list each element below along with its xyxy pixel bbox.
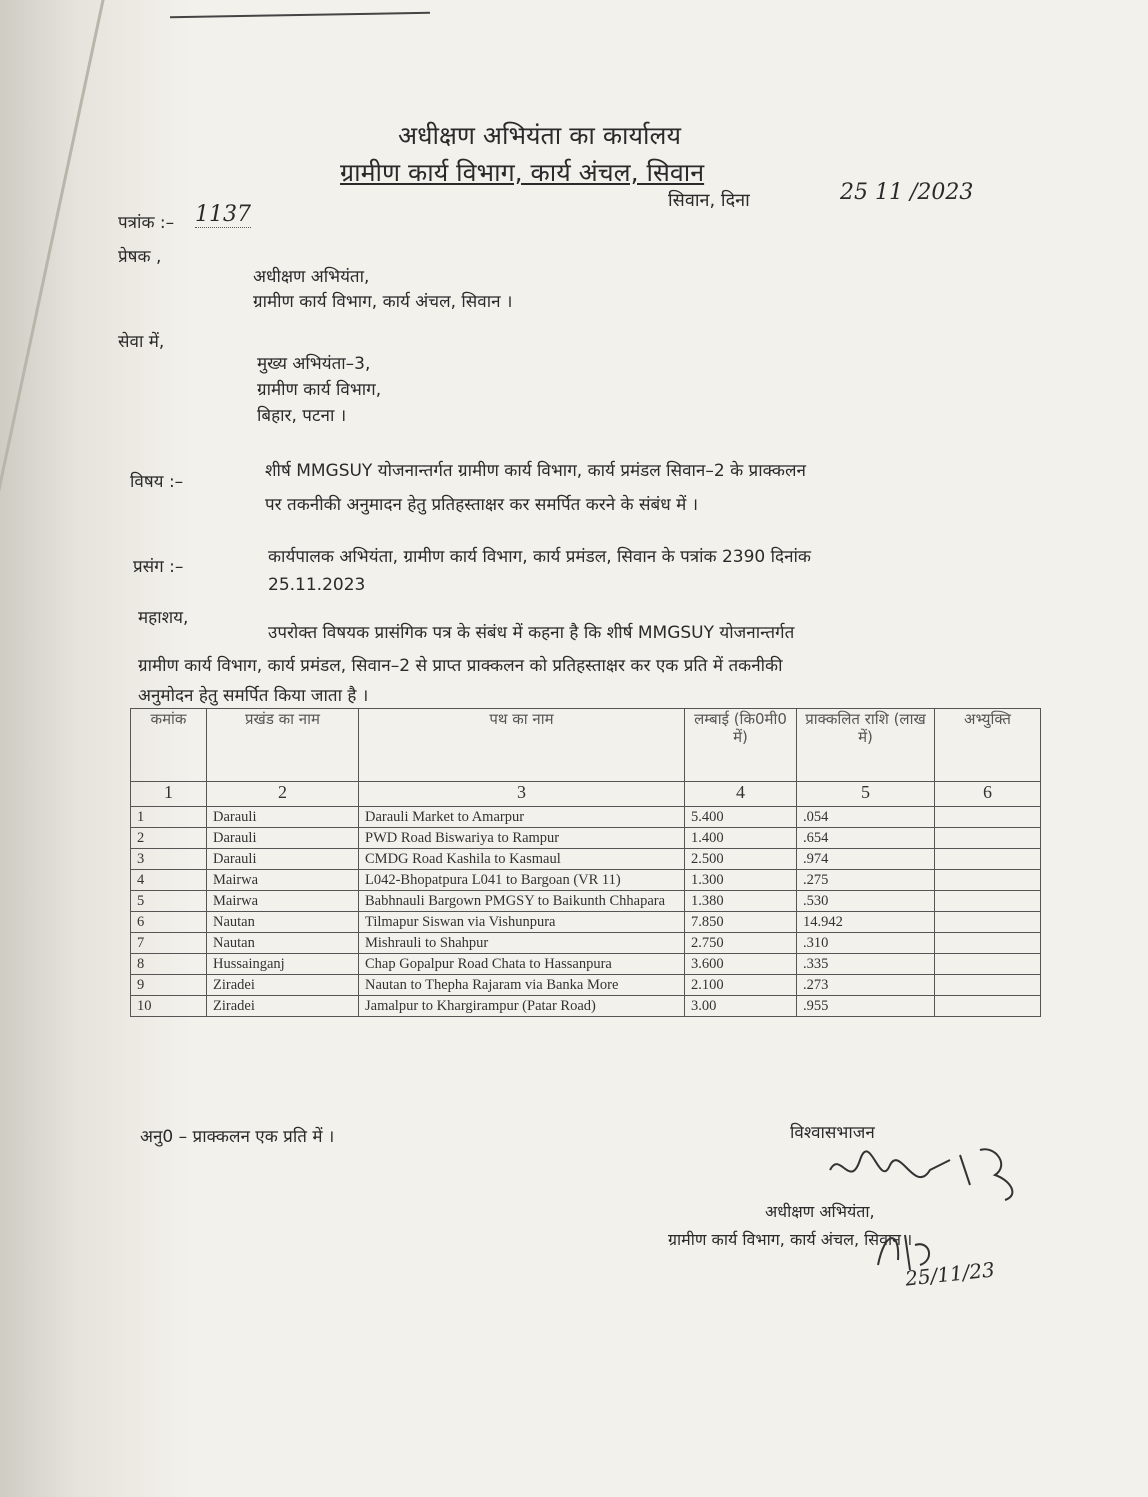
row-block: Nautan <box>207 912 359 933</box>
row-length: 2.500 <box>685 849 797 870</box>
row-length: 1.380 <box>685 891 797 912</box>
col-num: 2 <box>207 782 359 807</box>
row-amount: .955 <box>797 996 935 1017</box>
table-row <box>131 849 1041 870</box>
place-date-label: सिवान, दिना <box>668 190 750 211</box>
header-length: लम्बाई (कि0मी0 में) <box>685 709 797 782</box>
table-row <box>131 975 1041 996</box>
body-line-1: उपरोक्त विषयक प्रासंगिक पत्र के संबंध में कहना है कि शीर्ष MMGSUY योजनान्तर्गत <box>268 623 795 643</box>
row-remark <box>935 828 1041 849</box>
table-row <box>131 996 1041 1017</box>
row-no: 4 <box>131 870 207 891</box>
row-amount: .974 <box>797 849 935 870</box>
row-block: Darauli <box>207 828 359 849</box>
row-amount: .275 <box>797 870 935 891</box>
sender-label: प्रेषक , <box>118 247 162 267</box>
col-num: 3 <box>359 782 685 807</box>
designation-line-1: अधीक्षण अभियंता, <box>765 1202 875 1221</box>
header-amount: प्राक्कलित राशि (लाख में) <box>797 709 935 782</box>
col-num: 5 <box>797 782 935 807</box>
table-row <box>131 954 1041 975</box>
subject-line-1: शीर्ष MMGSUY योजनान्तर्गत ग्रामीण कार्य विभाग, कार्य प्रमंडल सिवान–2 के प्राक्कलन <box>265 461 806 481</box>
row-amount: .310 <box>797 933 935 954</box>
row-amount: .654 <box>797 828 935 849</box>
row-block: Hussainganj <box>207 954 359 975</box>
row-length: 5.400 <box>685 807 797 828</box>
row-block: Darauli <box>207 807 359 828</box>
row-block: Mairwa <box>207 891 359 912</box>
row-block: Ziradei <box>207 975 359 996</box>
row-length: 7.850 <box>685 912 797 933</box>
body-line-3: अनुमोदन हेतु समर्पित किया जाता है । <box>138 686 369 706</box>
row-length: 1.400 <box>685 828 797 849</box>
row-no: 3 <box>131 849 207 870</box>
row-no: 8 <box>131 954 207 975</box>
estimate-table <box>130 708 1041 1017</box>
reference-line-1: कार्यपालक अभियंता, ग्रामीण कार्य विभाग, कार्य प्रमंडल, सिवान के पत्रांक 2390 दिनांक <box>268 547 811 567</box>
date-handwritten: 25 11 /2023 <box>840 180 974 205</box>
row-remark <box>935 891 1041 912</box>
row-remark <box>935 975 1041 996</box>
letter-no-label: पत्रांक :– <box>118 213 175 233</box>
body-line-2: ग्रामीण कार्य विभाग, कार्य प्रमंडल, सिवान–2 से प्राप्त प्राक्कलन को प्रतिहस्ताक्षर कर एक प्रति में तकनीकी <box>138 656 783 676</box>
row-remark <box>935 849 1041 870</box>
row-road: Chap Gopalpur Road Chata to Hassanpura <box>359 954 685 975</box>
letter-no: 1137 <box>195 202 251 227</box>
row-length: 3.00 <box>685 996 797 1017</box>
row-block: Ziradei <box>207 996 359 1017</box>
row-no: 9 <box>131 975 207 996</box>
table-row <box>131 870 1041 891</box>
page-corner-edge <box>170 0 430 18</box>
row-length: 1.300 <box>685 870 797 891</box>
row-remark <box>935 933 1041 954</box>
table-header-row <box>131 709 1041 782</box>
header-block: प्रखंड का नाम <box>207 709 359 782</box>
row-remark <box>935 996 1041 1017</box>
designation-line-2: ग्रामीण कार्य विभाग, कार्य अंचल, सिवान । <box>668 1230 913 1249</box>
row-road: Tilmapur Siswan via Vishunpura <box>359 912 685 933</box>
row-length: 2.100 <box>685 975 797 996</box>
row-remark <box>935 870 1041 891</box>
table-row <box>131 828 1041 849</box>
row-block: Mairwa <box>207 870 359 891</box>
row-road: PWD Road Biswariya to Rampur <box>359 828 685 849</box>
row-no: 10 <box>131 996 207 1017</box>
yours-faithfully: विश्वासभाजन <box>790 1123 875 1143</box>
col-num: 4 <box>685 782 797 807</box>
recipient-line-1: मुख्य अभियंता–3, <box>257 354 371 374</box>
subject-label: विषय :– <box>130 472 184 492</box>
row-road: Jamalpur to Khargirampur (Patar Road) <box>359 996 685 1017</box>
table-row <box>131 912 1041 933</box>
row-length: 3.600 <box>685 954 797 975</box>
department-title: ग्रामीण कार्य विभाग, कार्य अंचल, सिवान <box>340 158 705 187</box>
row-no: 7 <box>131 933 207 954</box>
row-road: L042-Bhopatpura L041 to Bargoan (VR 11) <box>359 870 685 891</box>
sender-line-1: अधीक्षण अभियंता, <box>253 267 370 287</box>
row-amount: 14.942 <box>797 912 935 933</box>
sender-line-2: ग्रामीण कार्य विभाग, कार्य अंचल, सिवान । <box>253 292 513 312</box>
row-no: 5 <box>131 891 207 912</box>
reference-line-2: 25.11.2023 <box>268 575 366 595</box>
row-remark <box>935 954 1041 975</box>
office-title: अधीक्षण अभियंता का कार्यालय <box>398 121 681 150</box>
row-block: Darauli <box>207 849 359 870</box>
reference-label: प्रसंग :– <box>133 557 184 577</box>
row-road: Darauli Market to Amarpur <box>359 807 685 828</box>
recipient-line-2: ग्रामीण कार्य विभाग, <box>257 380 382 400</box>
header-road: पथ का नाम <box>359 709 685 782</box>
row-no: 6 <box>131 912 207 933</box>
row-remark <box>935 912 1041 933</box>
col-num: 1 <box>131 782 207 807</box>
row-no: 2 <box>131 828 207 849</box>
row-amount: .530 <box>797 891 935 912</box>
row-road: Mishrauli to Shahpur <box>359 933 685 954</box>
row-amount: .054 <box>797 807 935 828</box>
row-amount: .273 <box>797 975 935 996</box>
recipient-label: सेवा में, <box>118 332 165 352</box>
recipient-line-3: बिहार, पटना । <box>257 406 347 426</box>
table-row <box>131 807 1041 828</box>
row-amount: .335 <box>797 954 935 975</box>
row-remark <box>935 807 1041 828</box>
row-road: Nautan to Thepha Rajaram via Banka More <box>359 975 685 996</box>
salutation: महाशय, <box>138 608 189 628</box>
header-remark: अभ्युक्ति <box>935 709 1041 782</box>
subject-line-2: पर तकनीकी अनुमादन हेतु प्रतिहस्ताक्षर कर समर्पित करने के संबंध में । <box>265 495 699 515</box>
row-road: CMDG Road Kashila to Kasmaul <box>359 849 685 870</box>
row-road: Babhnauli Bargown PMGSY to Baikunth Chhapara <box>359 891 685 912</box>
row-length: 2.750 <box>685 933 797 954</box>
row-block: Nautan <box>207 933 359 954</box>
table-row <box>131 933 1041 954</box>
signature-date: 25/11/23 <box>903 1257 996 1291</box>
table-row <box>131 891 1041 912</box>
column-number-row <box>131 782 1041 807</box>
enclosure-note: अनु0 – प्राक्कलन एक प्रति में । <box>140 1127 335 1147</box>
header-serial: कमांक <box>131 709 207 782</box>
row-no: 1 <box>131 807 207 828</box>
col-num: 6 <box>935 782 1041 807</box>
